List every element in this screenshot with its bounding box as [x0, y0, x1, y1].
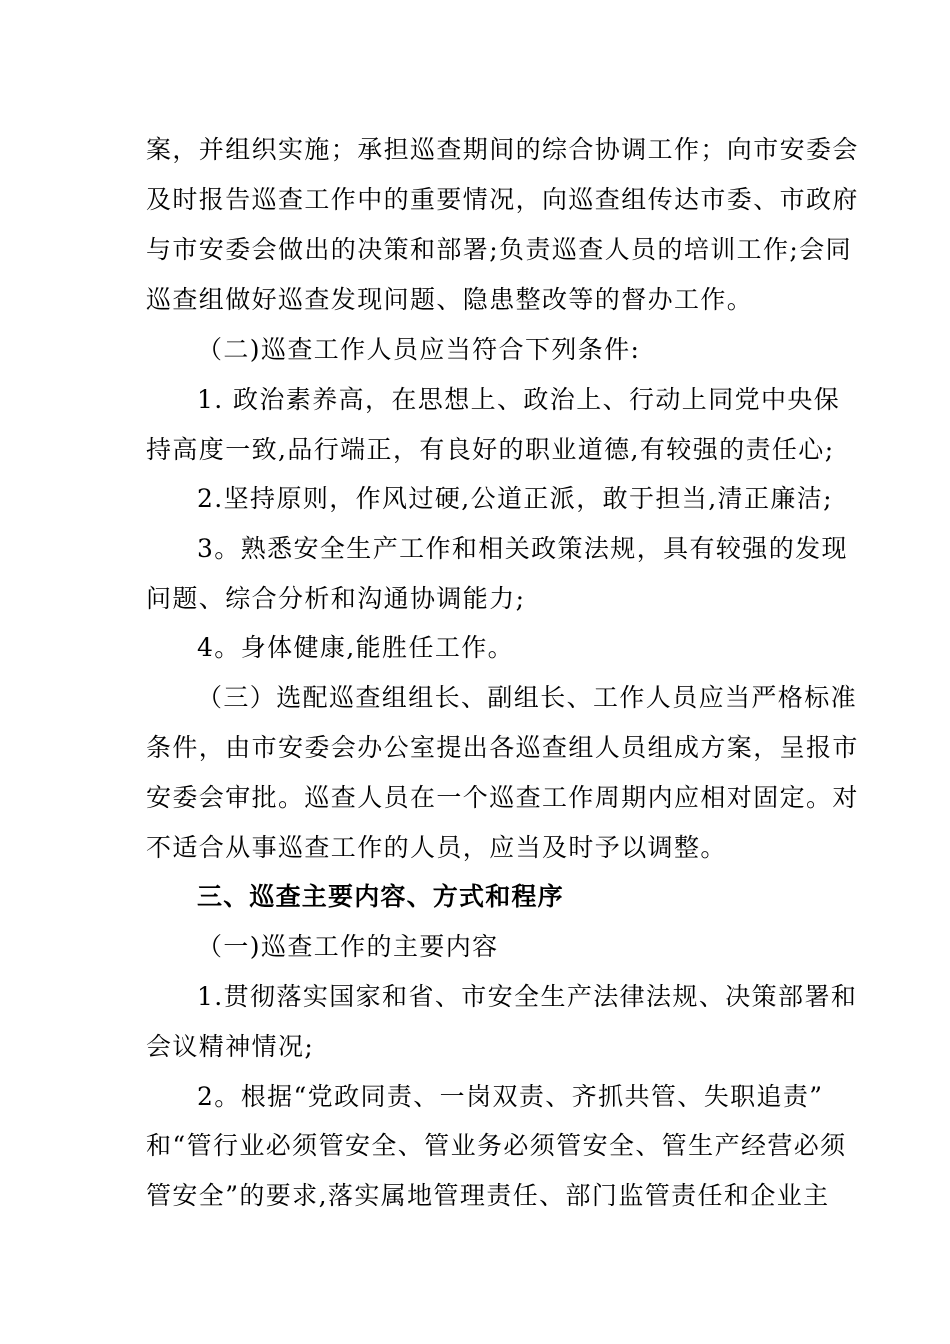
paragraph-line: 和“管行业必须管安全、管业务必须管安全、管生产经营必须	[146, 1131, 847, 1160]
section-subheading: （三）选配巡查组组长、副组长、工作人员应当严格标准	[197, 683, 858, 712]
list-item: 2.坚持原则，作风过硬,公道正派，敢于担当,清正廉洁;	[197, 484, 833, 513]
section-heading: 三、巡查主要内容、方式和程序	[197, 882, 564, 911]
list-item: 4。身体健康,能胜任工作。	[197, 633, 515, 662]
paragraph-line: 及时报告巡查工作中的重要情况，向巡查组传达市委、市政府	[146, 185, 859, 214]
paragraph-line: 会议精神情况;	[146, 1032, 315, 1061]
paragraph-line: 安委会审批。巡查人员在一个巡查工作周期内应相对固定。对	[146, 783, 859, 812]
list-item: 3。熟悉安全生产工作和相关政策法规，具有较强的发现	[197, 534, 848, 563]
list-item: 1.贯彻落实国家和省、市安全生产法律法规、决策部署和	[197, 982, 858, 1011]
list-item: 2。根据“党政同责、一岗双责、齐抓共管、失职追责”	[197, 1082, 824, 1111]
paragraph-line: 条件，由市安委会办公室提出各巡查组人员组成方案，呈报市	[146, 733, 859, 762]
list-item: 1. 政治素养高，在思想上、政治上、行动上同党中央保	[197, 385, 841, 414]
paragraph-line: 不适合从事巡查工作的人员，应当及时予以调整。	[146, 833, 727, 862]
paragraph-line: 问题、综合分析和沟通协调能力;	[146, 584, 526, 613]
paragraph-line: 持高度一致,品行端正，有良好的职业道德,有较强的责任心;	[146, 435, 835, 464]
paragraph-line: 管安全”的要求,落实属地管理责任、部门监管责任和企业主	[146, 1181, 830, 1210]
paragraph-line: 与市安委会做出的决策和部署;负责巡查人员的培训工作;会同	[146, 235, 853, 264]
section-subheading: （二)巡查工作人员应当符合下列条件:	[197, 335, 641, 364]
section-subheading: （一)巡查工作的主要内容	[197, 932, 499, 961]
paragraph-line: 巡查组做好巡查发现问题、隐患整改等的督办工作。	[146, 285, 754, 314]
paragraph-line: 案，并组织实施；承担巡查期间的综合协调工作；向市安委会	[146, 135, 859, 164]
